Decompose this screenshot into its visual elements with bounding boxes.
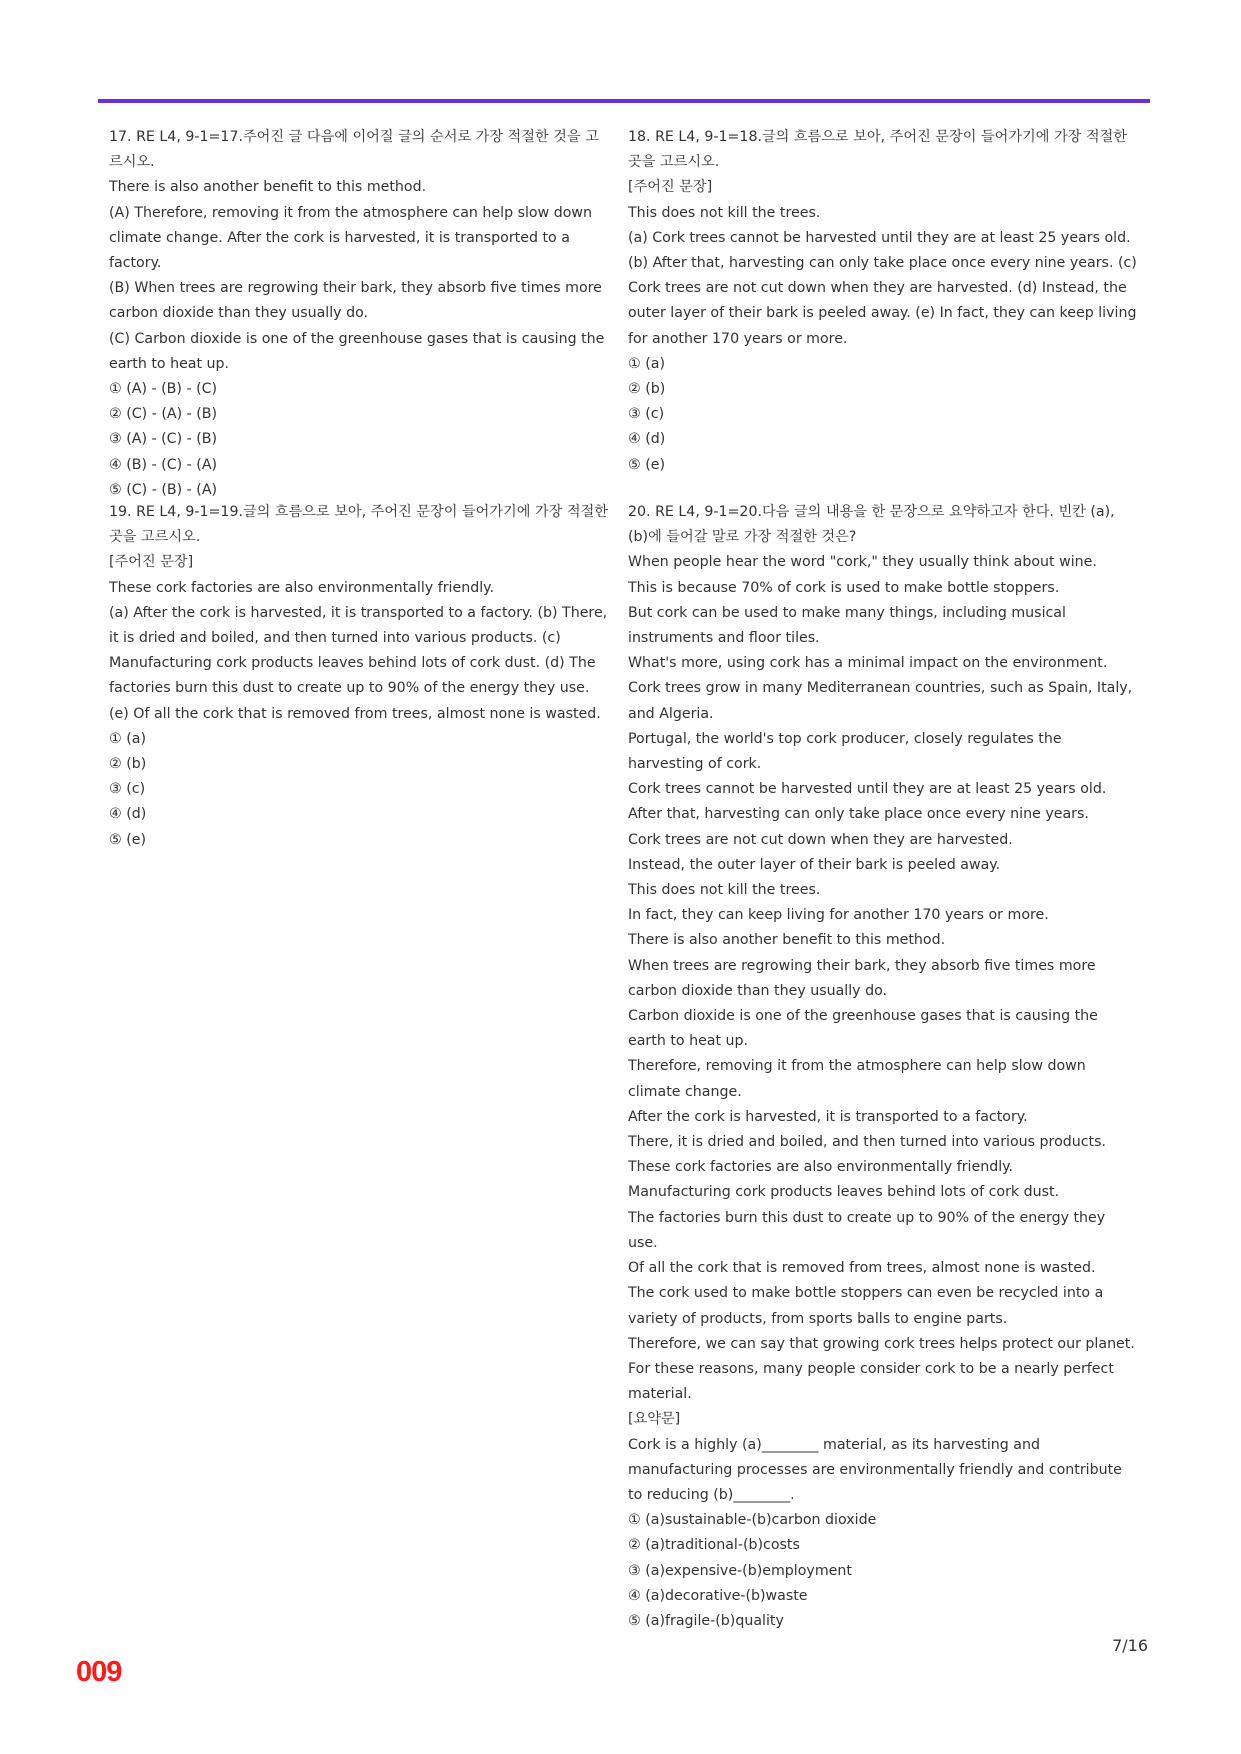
passage: (a) After the cork is harvested, it is transported to a factory. (b) There, it is dried and boiled, and then turned into various products. (c) Manufacturing cork products leaves behind lots of cork dust. (d) The factories burn this dust to create up to 90% of the energy they use. (e) Of all the cork that is removed from trees, almost none is wasted. xyxy=(109,604,608,722)
given-sentence-label: [주어진 문장] xyxy=(628,179,713,196)
question-header: 17. RE L4, 9-1=17.주어진 글 다음에 이어질 글의 순서로 가장 적절한 것을 고르시오. xyxy=(109,129,599,171)
passage: (a) Cork trees cannot be harvested until they are at least 25 years old. (b) After that, harvesting can only take place once every nine years. (c) Cork trees are not cut down when they are harvested. (d) Instead, the outer layer of their bark is peeled away. (e) In fact, they can keep living for another 170 years or more. xyxy=(628,229,1137,347)
choice-1[interactable]: ① (a) xyxy=(109,730,146,747)
choice-4[interactable]: ④ (a)decorative-(b)waste xyxy=(628,1587,808,1604)
given-sentence: This does not kill the trees. xyxy=(628,204,821,221)
choice-1[interactable]: ① (a) xyxy=(628,355,665,372)
choice-1[interactable]: ① (A) - (B) - (C) xyxy=(109,381,218,398)
passage-line: Cork is a highly (a)________ material, as its harvesting and manufacturing processes are environmentally friendly and contribute to reducing (b)________. xyxy=(628,1436,1122,1503)
question-text-line: There is also another benefit to this method. xyxy=(109,179,427,196)
question-18 xyxy=(628,125,1138,478)
passage-line: Therefore, removing it from the atmosphere can help slow down climate change. xyxy=(628,1058,1086,1100)
choice-3[interactable]: ③ (A) - (C) - (B) xyxy=(109,431,218,448)
passage-line: But cork can be used to make many things, including musical instruments and floor tiles. xyxy=(628,604,1066,647)
passage-line: After the cork is harvested, it is transported to a factory. xyxy=(628,1108,1028,1125)
choice-list xyxy=(109,727,609,853)
question-text-line: (B) When trees are regrowing their bark, they absorb five times more carbon dioxide than they usually do. xyxy=(109,280,602,322)
choice-1[interactable]: ① (a)sustainable-(b)carbon dioxide xyxy=(628,1512,877,1529)
choice-5[interactable]: ⑤ (C) - (B) - (A) xyxy=(109,481,218,498)
choice-list xyxy=(628,352,1138,478)
given-sentence: These cork factories are also environmentally friendly. xyxy=(109,579,495,596)
passage-line: There is also another benefit to this method. xyxy=(628,932,946,949)
passage-line: The factories burn this dust to create up to 90% of the energy they use. xyxy=(628,1209,1106,1251)
choice-2[interactable]: ② (a)traditional-(b)costs xyxy=(628,1537,800,1554)
passage-line: For these reasons, many people consider cork to be a nearly perfect material. xyxy=(628,1360,1114,1403)
passage-line: The cork used to make bottle stoppers can even be recycled into a variety of products, from sports balls to engine parts. xyxy=(628,1285,1104,1327)
question-text-line: (C) Carbon dioxide is one of the greenhouse gases that is causing the earth to heat up. xyxy=(109,330,605,372)
passage-line: This does not kill the trees. xyxy=(628,882,821,899)
question-text-line: (A) Therefore, removing it from the atmosphere can help slow down climate change. After the cork is harvested, it is transported to a factory. xyxy=(109,204,593,272)
choice-list xyxy=(109,377,609,503)
choice-2[interactable]: ② (b) xyxy=(628,381,666,398)
passage-line: What's more, using cork has a minimal impact on the environment. xyxy=(628,655,1108,672)
choice-4[interactable]: ④ (d) xyxy=(109,806,147,823)
passage-line: Instead, the outer layer of their bark is peeled away. xyxy=(628,856,1001,873)
question-header: 19. RE L4, 9-1=19.글의 흐름으로 보아, 주어진 문장이 들어가기에 가장 적절한 곳을 고르시오. xyxy=(109,504,608,546)
question-header: 20. RE L4, 9-1=20.다음 글의 내용을 한 문장으로 요약하고자 한다. 빈칸 (a), (b)에 들어갈 말로 가장 적절한 것은? xyxy=(628,504,1115,546)
passage-line: Cork trees grow in many Mediterranean countries, such as Spain, Italy, and Algeria. xyxy=(628,680,1133,722)
logo: 009 xyxy=(76,1656,122,1688)
choice-list xyxy=(628,1508,1138,1634)
question-20 xyxy=(628,500,1138,1634)
choice-4[interactable]: ④ (B) - (C) - (A) xyxy=(109,456,218,473)
passage-line: There, it is dried and boiled, and then turned into various products. xyxy=(628,1134,1107,1151)
page-number: 7/16 xyxy=(1112,1636,1148,1655)
passage-line: Of all the cork that is removed from trees, almost none is wasted. xyxy=(628,1260,1096,1277)
choice-2[interactable]: ② (b) xyxy=(109,756,147,773)
passage-line: Carbon dioxide is one of the greenhouse gases that is causing the earth to heat up. xyxy=(628,1008,1098,1050)
passage-line: Manufacturing cork products leaves behind lots of cork dust. xyxy=(628,1184,1060,1201)
choice-2[interactable]: ② (C) - (A) - (B) xyxy=(109,406,218,423)
passage-line: Portugal, the world's top cork producer, closely regulates the harvesting of cork. xyxy=(628,730,1062,773)
passage-line: Cork trees cannot be harvested until they are at least 25 years old. xyxy=(628,781,1107,798)
choice-5[interactable]: ⑤ (a)fragile-(b)quality xyxy=(628,1612,784,1629)
question-header: 18. RE L4, 9-1=18.글의 흐름으로 보아, 주어진 문장이 들어가기에 가장 적절한 곳을 고르시오. xyxy=(628,129,1127,171)
choice-3[interactable]: ③ (c) xyxy=(109,781,146,798)
passage-line: Cork trees are not cut down when they are harvested. xyxy=(628,831,1013,848)
choice-3[interactable]: ③ (c) xyxy=(628,406,665,423)
choice-5[interactable]: ⑤ (e) xyxy=(628,456,666,473)
choice-3[interactable]: ③ (a)expensive-(b)employment xyxy=(628,1562,852,1579)
passage-line: After that, harvesting can only take place once every nine years. xyxy=(628,806,1089,823)
question-17 xyxy=(109,125,609,503)
passage-line: This is because 70% of cork is used to make bottle stoppers. xyxy=(628,579,1060,596)
choice-4[interactable]: ④ (d) xyxy=(628,431,666,448)
passage-line: [요약문] xyxy=(628,1411,681,1428)
passage-line: When trees are regrowing their bark, they absorb five times more carbon dioxide than they usually do. xyxy=(628,957,1096,999)
given-sentence-label: [주어진 문장] xyxy=(109,554,194,571)
header-rule xyxy=(98,99,1150,103)
question-19 xyxy=(109,500,609,853)
passage-line: In fact, they can keep living for another 170 years or more. xyxy=(628,907,1049,924)
passage-line: These cork factories are also environmentally friendly. xyxy=(628,1159,1014,1176)
passage-lines xyxy=(628,550,1138,1508)
passage-line: When people hear the word "cork," they usually think about wine. xyxy=(628,554,1097,571)
passage-line: Therefore, we can say that growing cork trees helps protect our planet. xyxy=(628,1335,1135,1352)
choice-5[interactable]: ⑤ (e) xyxy=(109,831,147,848)
